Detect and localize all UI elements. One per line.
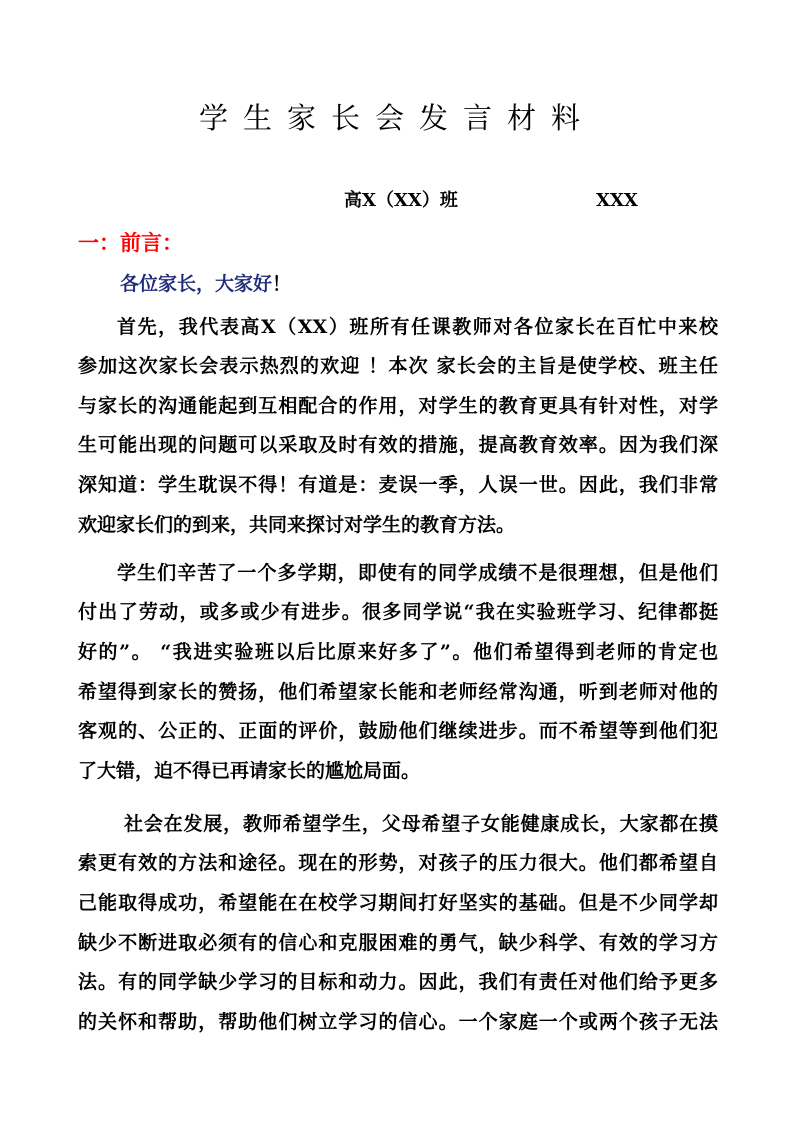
paragraph-2-line-2: 付出了劳动，或多或少有进步。很多同学说“我在实验班学习、纪律都挺	[78, 601, 718, 623]
paragraph-3-line-3: 己能取得成功，希望能在在校学习期间打好坚实的基础。但是不少同学却	[78, 892, 718, 914]
greeting	[120, 270, 291, 298]
paragraph-2-line-6: 了大错，迫不得已再请家长的尴尬局面。	[78, 760, 421, 782]
paragraph-2-line-5: 客观的、公正的、正面的评价，鼓励他们继续进步。而不希望等到他们犯	[78, 720, 718, 742]
greeting-mark: ！	[272, 273, 292, 295]
paragraph-2-line-3: 好的”。 “我进实验班以后比原来好多了”。他们希望得到老师的肯定也	[78, 641, 718, 663]
paragraph-3-line-6: 的关怀和帮助，帮助他们树立学习的信心。一个家庭一个或两个孩子无法	[78, 1011, 718, 1033]
author-name: XXX	[596, 190, 638, 211]
paragraph-1-line-5: 深知道：学生耽误不得！有道是：麦误一季，人误一世。因此，我们非常	[78, 474, 718, 496]
paragraph-1-line-4: 生可能出现的问题可以采取及时有效的措施，提高教育效率。因为我们深	[78, 434, 718, 456]
paragraph-3-line-4: 缺少不断进取必须有的信心和克服困难的勇气，缺少科学、有效的学习方	[78, 932, 718, 954]
class-name: 高X（XX）班	[344, 190, 458, 211]
section-heading: 一：前言：	[78, 230, 183, 255]
paragraph-3-line-5: 法。有的同学缺少学习的目标和动力。因此，我们有责任对他们给予更多	[78, 971, 718, 993]
paragraph-1-line-6: 欢迎家长们的到来，共同来探讨对学生的教育方法。	[78, 514, 516, 536]
greeting-text: 各位家长，大家好	[120, 273, 273, 295]
paragraph-1-line-1: 首先，我代表高X（XX）班所有任课教师对各位家长在百忙中来校	[117, 316, 718, 338]
document-title: 学生家长会发言材料	[198, 101, 595, 135]
paragraph-2-line-4: 希望得到家长的赞扬，他们希望家长能和老师经常沟通，听到老师对他的	[78, 681, 718, 703]
paragraph-3-line-1: 社会在发展，教师希望学生，父母希望子女能健康成长，大家都在摸	[124, 813, 718, 835]
paragraph-2-line-1: 学生们辛苦了一个多学期，即使有的同学成绩不是很理想，但是他们	[117, 562, 718, 584]
paragraph-1-line-2: 参加这次家长会表示热烈的欢迎 ！本次 家长会的主旨是使学校、班主任	[78, 355, 718, 377]
paragraph-3-line-2: 索更有效的方法和途径。现在的形势，对孩子的压力很大。他们都希望自	[78, 852, 718, 874]
paragraph-1-line-3: 与家长的沟通能起到互相配合的作用，对学生的教育更具有针对性，对学	[78, 395, 718, 417]
byline	[344, 188, 638, 214]
